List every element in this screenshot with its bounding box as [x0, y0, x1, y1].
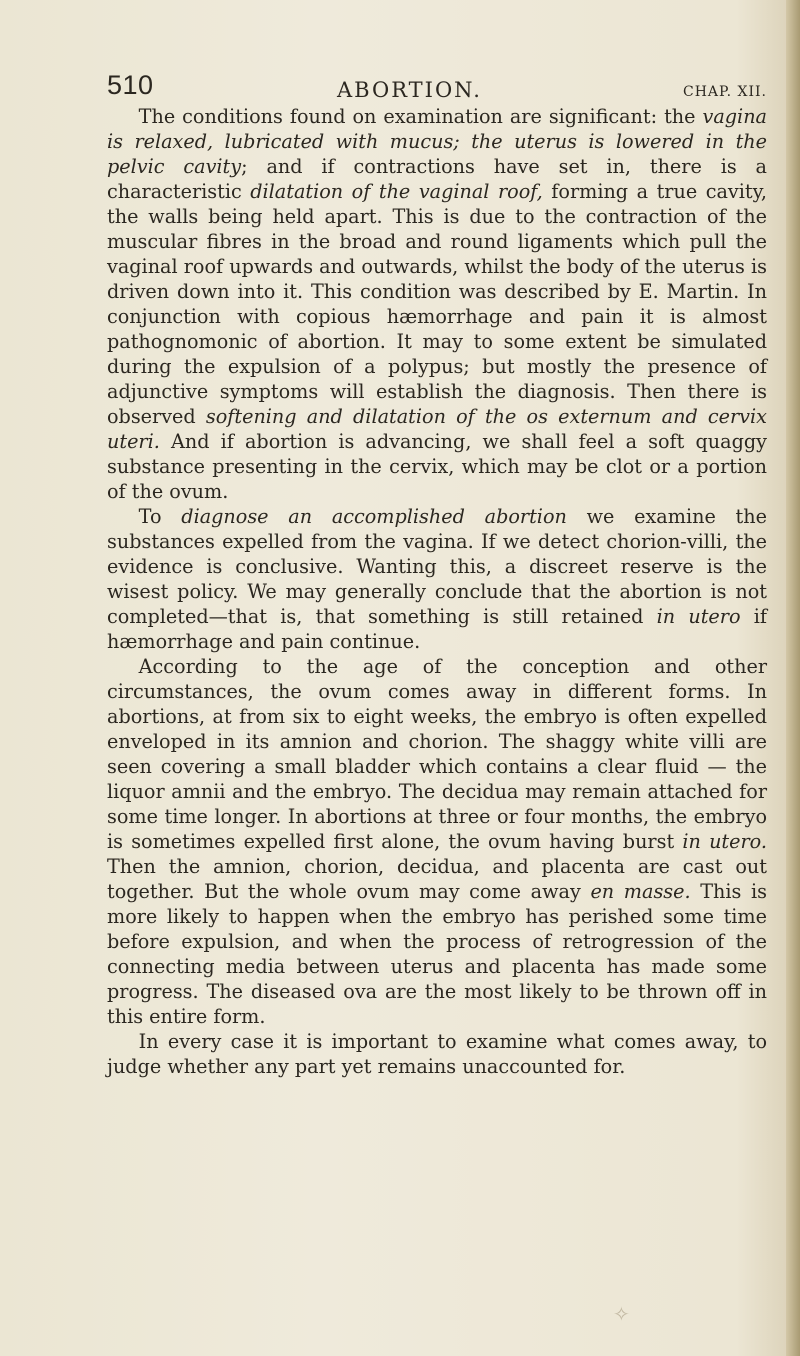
italic-phrase: en masse.	[590, 880, 691, 903]
body-text	[107, 104, 767, 1079]
italic-phrase: in utero.	[682, 830, 767, 853]
text-run: Then the amnion, chorion, decidua, and placenta are cast out together. But the whole ovum may come away	[107, 855, 767, 903]
text-run: According to the age of the conception and other circumstances, the ovum comes away in different forms. In abortions, at from six to eight weeks, the embryo is often expelled enveloped in its amnion and chorion. The shaggy white villi are seen covering a small bladder which contains a clear fluid — the liquor amnii and the embryo. The decidua may remain attached for some time longer. In abortions at three or four months, the embryo is sometimes expelled first alone, the ovum having burst	[107, 655, 767, 853]
italic-phrase: diagnose an accomplished abortion	[181, 505, 567, 528]
paragraph	[107, 104, 767, 504]
chapter-label: CHAP. XII.	[683, 84, 767, 100]
running-title: ABORTION.	[337, 78, 482, 102]
paragraph	[107, 654, 767, 1029]
italic-phrase: dilatation of the vaginal roof,	[250, 180, 543, 203]
page-spine-edge	[786, 0, 800, 1356]
text-run: forming a true cavity, the walls being held apart. This is due to the contraction of the muscular fibres in the broad and round ligaments which pull the vaginal roof upwards and outwards, whilst the body of the uterus is driven down into it. This condition was described by E. Martin. In conjunction with copious hæmorrhage and pain it is almost pathognomonic of abortion. It may to some extent be simulated during the expulsion of a polypus; but mostly the presence of adjunctive symptoms will establish the diagnosis. Then there is observed	[107, 180, 767, 428]
ink-smudge-mark: ✧	[613, 1302, 630, 1326]
text-run: we examine the substances expelled from the vagina. If we detect chorion-villi, the evidence is conclusive. Wanting this, a discreet reserve is the wisest policy. We may generally conclude that the abortion is not completed—that is, that something is still retained	[107, 505, 767, 628]
italic-phrase: vagina is relaxed, lubricated with mucus; the uterus is lowered in the pelvic cavity	[107, 105, 767, 178]
page-header	[107, 70, 767, 104]
text-run: ; and if contractions have set in, there is a characteristic	[107, 155, 767, 203]
page-number: 510	[107, 70, 154, 100]
paragraph	[107, 504, 767, 654]
text-run: This is more likely to happen when the embryo has perished some time before expulsion, and when the process of retrogression of the connecting media between uterus and placenta has made some progress. The diseased ova are the most likely to be thrown off in this entire form.	[107, 880, 767, 1028]
italic-phrase: in utero	[656, 605, 741, 628]
text-run: The conditions found on examination are significant: the	[138, 105, 703, 128]
text-run: To	[138, 505, 182, 528]
paragraph	[107, 1029, 767, 1079]
text-run: if hæmorrhage and pain continue.	[107, 605, 767, 653]
text-run: In every case it is important to examine what comes away, to judge whether any part yet remains unaccounted for.	[107, 1030, 767, 1078]
text-run: And if abortion is advancing, we shall feel a soft quaggy substance presenting in the cervix, which may be clot or a portion of the ovum.	[107, 430, 767, 503]
italic-phrase: softening and dilatation of the os externum and cervix uteri.	[107, 405, 767, 453]
